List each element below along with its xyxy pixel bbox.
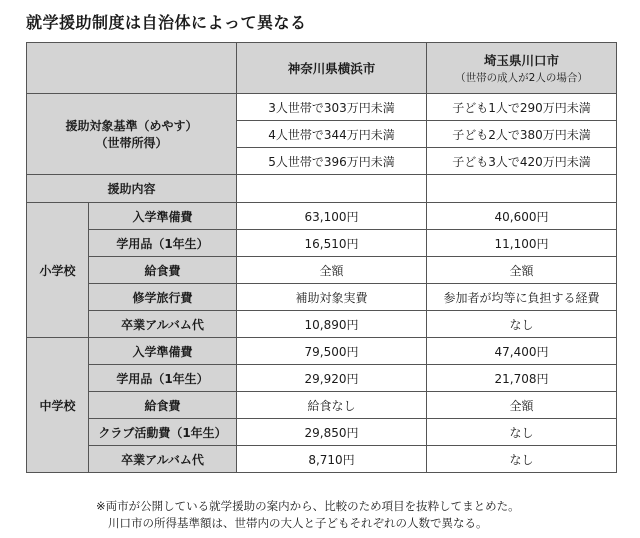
elementary-yokohama: 補助対象実費 bbox=[237, 284, 427, 311]
page-title: 就学援助制度は自治体によって異なる bbox=[26, 13, 307, 32]
content-header-row bbox=[27, 175, 617, 203]
yokohama-label: 神奈川県横浜市 bbox=[287, 61, 376, 76]
junior-row bbox=[27, 338, 617, 365]
junior-kawaguchi: なし bbox=[427, 419, 617, 446]
elementary-label: 小学校 bbox=[27, 203, 89, 338]
kawaguchi-note: （世帯の成人が2人の場合） bbox=[455, 72, 588, 84]
junior-yokohama: 29,850円 bbox=[237, 419, 427, 446]
income-label-cell bbox=[27, 94, 237, 175]
elementary-row bbox=[27, 311, 617, 338]
header-kawaguchi bbox=[427, 43, 617, 94]
income-label-sub: （世帯所得） bbox=[95, 136, 168, 150]
junior-kawaguchi: 全額 bbox=[427, 392, 617, 419]
content-empty-kawaguchi bbox=[427, 175, 617, 203]
elementary-item: 卒業アルバム代 bbox=[89, 311, 237, 338]
junior-item: クラブ活動費（1年生） bbox=[89, 419, 237, 446]
content-empty-yokohama bbox=[237, 175, 427, 203]
footnote-line-2: 川口市の所得基準額は、世帯内の大人と子どもそれぞれの人数で異なる。 bbox=[108, 516, 488, 530]
junior-yokohama: 8,710円 bbox=[237, 446, 427, 473]
income-kawaguchi: 子ども2人で380万円未満 bbox=[427, 121, 617, 148]
elementary-kawaguchi: 参加者が均等に負担する経費 bbox=[427, 284, 617, 311]
income-label: 援助対象基準（めやす） bbox=[65, 119, 198, 133]
comparison-table bbox=[26, 42, 617, 473]
elementary-item: 給食費 bbox=[89, 257, 237, 284]
kawaguchi-label: 埼玉県川口市 bbox=[483, 53, 559, 68]
elementary-row bbox=[27, 284, 617, 311]
income-row bbox=[27, 94, 617, 121]
elementary-row bbox=[27, 203, 617, 230]
junior-yokohama: 79,500円 bbox=[237, 338, 427, 365]
elementary-item: 学用品（1年生） bbox=[89, 230, 237, 257]
elementary-kawaguchi: なし bbox=[427, 311, 617, 338]
income-kawaguchi: 子ども1人で290万円未満 bbox=[427, 94, 617, 121]
content-label: 援助内容 bbox=[27, 175, 237, 203]
junior-item: 卒業アルバム代 bbox=[89, 446, 237, 473]
elementary-yokohama: 全額 bbox=[237, 257, 427, 284]
header-row bbox=[27, 43, 617, 94]
elementary-item: 入学準備費 bbox=[89, 203, 237, 230]
junior-kawaguchi: 21,708円 bbox=[427, 365, 617, 392]
junior-row bbox=[27, 392, 617, 419]
elementary-item: 修学旅行費 bbox=[89, 284, 237, 311]
junior-row bbox=[27, 419, 617, 446]
junior-kawaguchi: 47,400円 bbox=[427, 338, 617, 365]
elementary-kawaguchi: 全額 bbox=[427, 257, 617, 284]
junior-label: 中学校 bbox=[27, 338, 89, 473]
junior-yokohama: 給食なし bbox=[237, 392, 427, 419]
income-kawaguchi: 子ども3人で420万円未満 bbox=[427, 148, 617, 175]
elementary-row bbox=[27, 257, 617, 284]
junior-item: 給食費 bbox=[89, 392, 237, 419]
income-yokohama: 3人世帯で303万円未満 bbox=[237, 94, 427, 121]
elementary-row bbox=[27, 230, 617, 257]
footnote bbox=[96, 498, 520, 532]
header-empty-cell bbox=[27, 43, 237, 94]
junior-row bbox=[27, 446, 617, 473]
elementary-yokohama: 10,890円 bbox=[237, 311, 427, 338]
elementary-kawaguchi: 40,600円 bbox=[427, 203, 617, 230]
junior-item: 入学準備費 bbox=[89, 338, 237, 365]
junior-item: 学用品（1年生） bbox=[89, 365, 237, 392]
header-yokohama bbox=[237, 43, 427, 94]
income-yokohama: 4人世帯で344万円未満 bbox=[237, 121, 427, 148]
income-yokohama: 5人世帯で396万円未満 bbox=[237, 148, 427, 175]
elementary-yokohama: 16,510円 bbox=[237, 230, 427, 257]
junior-kawaguchi: なし bbox=[427, 446, 617, 473]
junior-row bbox=[27, 365, 617, 392]
elementary-kawaguchi: 11,100円 bbox=[427, 230, 617, 257]
footnote-line-1: ※両市が公開している就学援助の案内から、比較のため項目を抜粋してまとめた。 bbox=[96, 499, 520, 513]
junior-yokohama: 29,920円 bbox=[237, 365, 427, 392]
elementary-yokohama: 63,100円 bbox=[237, 203, 427, 230]
